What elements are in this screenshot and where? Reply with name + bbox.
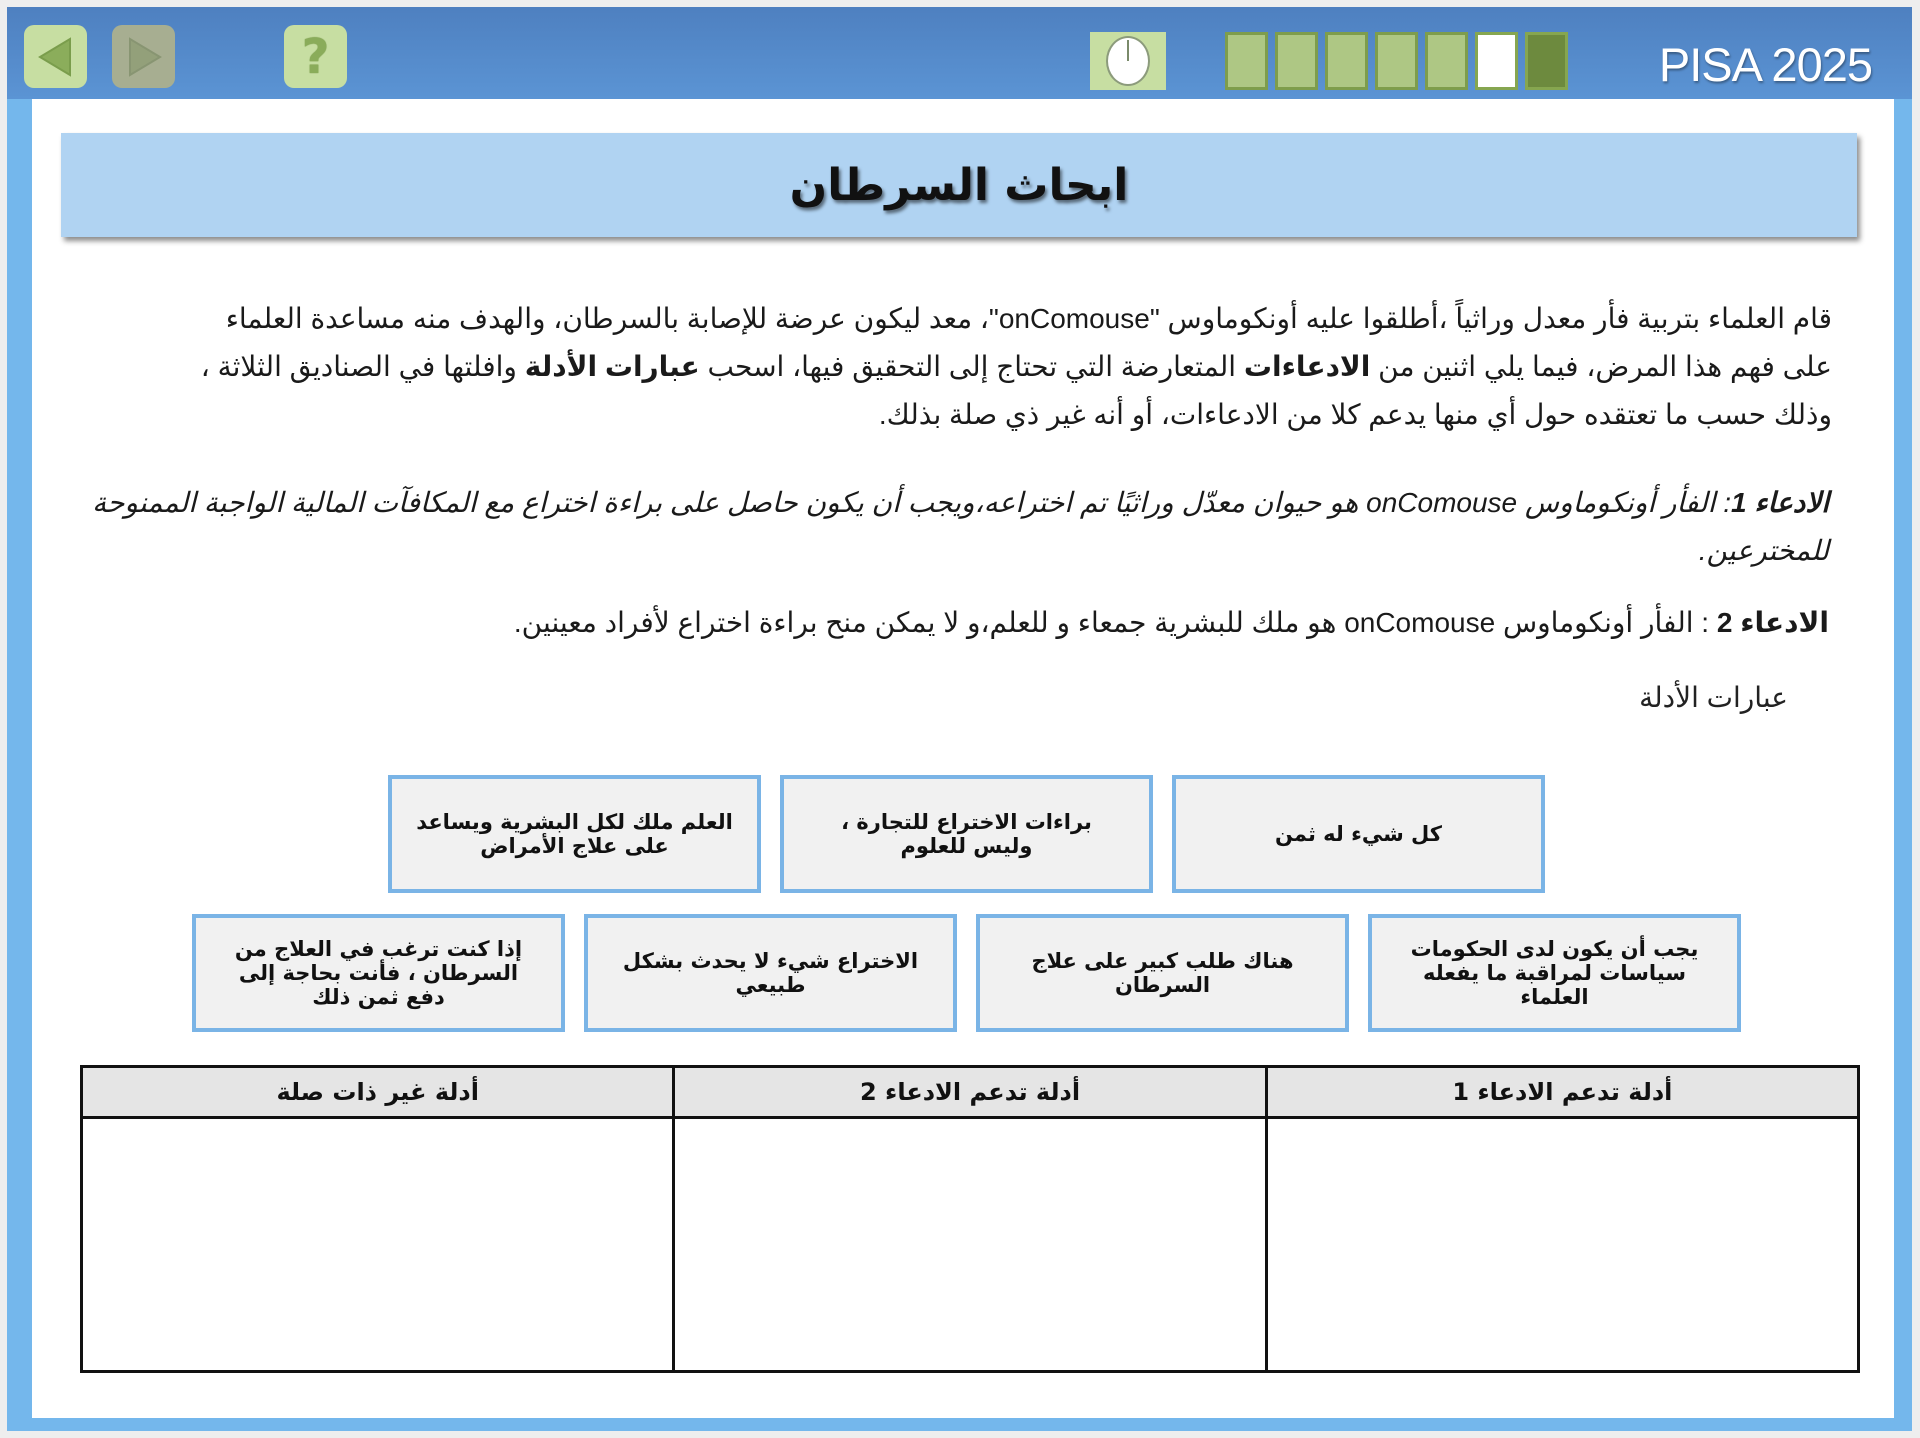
column-header: أدلة تدعم الادعاء 2: [675, 1068, 1264, 1119]
progress-unit: [1225, 32, 1268, 90]
progress-unit: [1425, 32, 1468, 90]
clock-hand: [1127, 40, 1129, 61]
instructions-line: قام العلماء بتربية فأر معدل وراثياً ،أطلقوا عليه أونكوماوس "onComouse"، معد ليكون عرضة للإصابة بالسرطان، والهدف منه مساعدة العلماء: [225, 303, 1832, 334]
column-supports-claim-1: [1265, 1068, 1857, 1370]
drop-zone-claim-2[interactable]: [675, 1119, 1264, 1370]
page-title: ابحاث السرطان: [789, 159, 1129, 211]
column-header: أدلة غير ذات صلة: [83, 1068, 672, 1119]
content-panel: [32, 99, 1894, 1418]
instructions-emphasis: الادعاءات: [1243, 351, 1371, 382]
triangle-left-icon: [34, 35, 78, 79]
claim-1-label: الادعاء 1: [1731, 487, 1829, 518]
drop-zone-claim-1[interactable]: [1268, 1119, 1857, 1370]
progress-unit-current: [1475, 32, 1518, 90]
instructions-text: على فهم هذا المرض، فيما يلي اثنين من: [1370, 351, 1832, 382]
help-button[interactable]: [284, 25, 347, 88]
claim-1-text: : الفأر أونكوماوس onComouse هو حيوان معدّل وراثيًا تم اختراعه،ويجب أن يكون حاصل على براءة اختراع مع المكافآت المالية الواجبة الممنوحة للمخترعين.: [92, 487, 1829, 566]
claim-2-text: : الفأر أونكوماوس onComouse هو ملك للبشرية جمعاء و للعلم،و لا يمكن منح براءة اختراع لأفراد معينين.: [513, 607, 1717, 638]
claim-2: [77, 599, 1829, 647]
instructions-paragraph: [77, 295, 1832, 439]
progress-unit: [1275, 32, 1318, 90]
title-banner: [61, 133, 1857, 237]
claim-2-label: الادعاء 2: [1716, 607, 1829, 638]
clock-icon: [1106, 36, 1150, 86]
triangle-right-icon: [122, 35, 166, 79]
evidence-heading: عبارات الأدلة: [1639, 682, 1788, 713]
instructions-line: وذلك حسب ما تعتقده حول أي منها يدعم كلا من الادعاءات، أو أنه غير ذي صلة بذلك.: [878, 399, 1832, 430]
top-toolbar: [7, 7, 1912, 99]
column-header: أدلة تدعم الادعاء 1: [1268, 1068, 1857, 1119]
evidence-card[interactable]: الاختراع شيء لا يحدث بشكل طبيعي: [584, 914, 957, 1032]
back-button[interactable]: [24, 25, 87, 88]
evidence-card[interactable]: العلم ملك لكل البشرية ويساعد على علاج الأمراض: [388, 775, 761, 893]
progress-indicator: [1225, 32, 1568, 90]
answer-table: [80, 1065, 1860, 1373]
progress-unit-remaining: [1525, 32, 1568, 90]
brand-logo: PISA 2025: [1658, 38, 1872, 91]
drop-zone-irrelevant[interactable]: [83, 1119, 672, 1370]
instructions-text: المتعارضة التي تحتاج إلى التحقيق فيها، اسحب: [699, 351, 1244, 382]
evidence-card[interactable]: هناك طلب كبير على علاج السرطان: [976, 914, 1349, 1032]
column-irrelevant: [83, 1068, 672, 1370]
evidence-card[interactable]: كل شيء له ثمن: [1172, 775, 1545, 893]
instructions-emphasis: عبارات الأدلة: [524, 351, 700, 382]
forward-button[interactable]: [112, 25, 175, 88]
column-supports-claim-2: [672, 1068, 1264, 1370]
evidence-card[interactable]: براءات الاختراع للتجارة ، وليس للعلوم: [780, 775, 1153, 893]
progress-unit: [1325, 32, 1368, 90]
progress-unit: [1375, 32, 1418, 90]
question-mark-icon: ?: [301, 28, 330, 85]
evidence-card[interactable]: إذا كنت ترغب في العلاج من السرطان ، فأنت بحاجة إلى دفع ثمن ذلك: [192, 914, 565, 1032]
claim-1: [77, 479, 1829, 575]
instructions-line: [77, 343, 1832, 391]
instructions-text: وافلتها في الصناديق الثلاثة ،: [200, 351, 525, 382]
evidence-card[interactable]: يجب أن يكون لدى الحكومات سياسات لمراقبة ما يفعله العلماء: [1368, 914, 1741, 1032]
timer-button[interactable]: [1090, 32, 1166, 90]
